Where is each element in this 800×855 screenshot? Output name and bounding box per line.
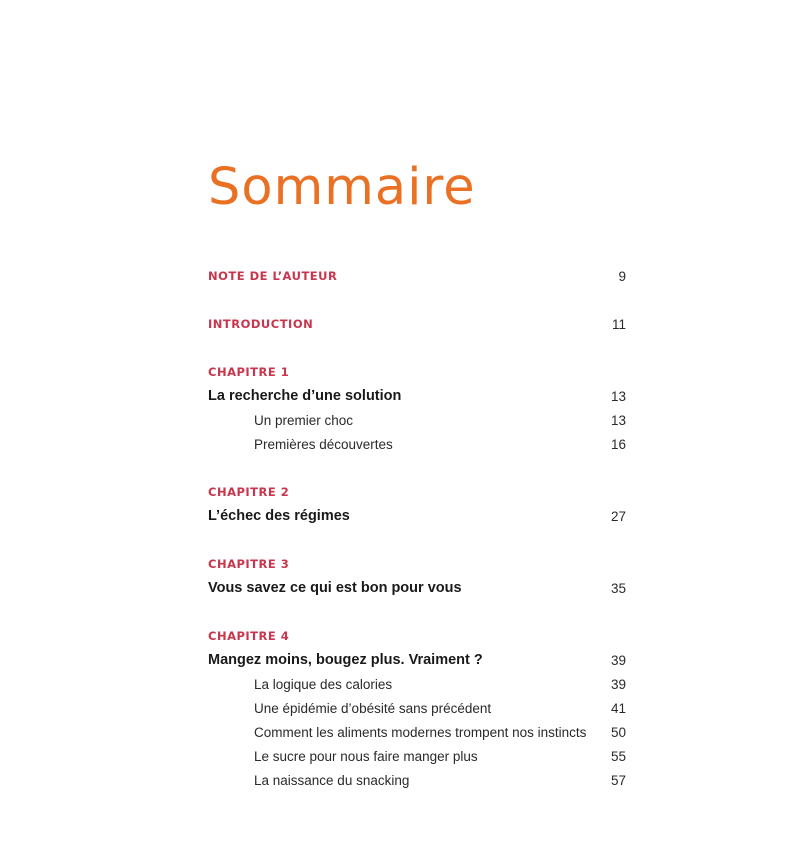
toc-page-number: 11: [611, 316, 626, 332]
section-title: Une épidémie d’obésité sans précédent: [254, 700, 492, 716]
toc-page-number: 27: [610, 508, 626, 524]
page-title: Sommaire: [208, 158, 476, 217]
toc-section-item[interactable]: [208, 696, 626, 720]
toc-entry-chapter-1[interactable]: [208, 384, 626, 408]
toc-page-number: 57: [610, 772, 626, 788]
toc-page-number: 35: [610, 580, 626, 596]
chapter-number: CHAPITRE 4: [208, 629, 290, 643]
chapter-title: Vous savez ce qui est bon pour vous: [208, 580, 462, 596]
toc-heading-label: NOTE DE L’AUTEUR: [208, 269, 338, 283]
section-title: Comment les aliments modernes trompent nos instincts: [254, 724, 587, 740]
section-title: La logique des calories: [254, 676, 393, 692]
toc-page-number: 39: [610, 652, 626, 668]
toc-entry-note[interactable]: [208, 264, 626, 288]
toc-section-item[interactable]: [208, 408, 626, 432]
section-title: Un premier choc: [254, 412, 354, 428]
chapter-2-label: [208, 480, 626, 504]
section-title: Premières découvertes: [254, 436, 393, 452]
toc-section-item[interactable]: [208, 432, 626, 456]
chapter-3-label: [208, 552, 626, 576]
section-title: La naissance du snacking: [254, 772, 410, 788]
toc-entry-chapter-3[interactable]: [208, 576, 626, 600]
chapter-number: CHAPITRE 1: [208, 365, 290, 379]
toc-page-number: 9: [618, 268, 626, 284]
chapter-title: Mangez moins, bougez plus. Vraiment ?: [208, 652, 483, 668]
toc-section-item[interactable]: [208, 672, 626, 696]
toc-page-number: 41: [610, 700, 626, 716]
toc-page-number: 13: [610, 388, 626, 404]
toc-heading-label: INTRODUCTION: [208, 317, 314, 331]
chapter-4-label: [208, 624, 626, 648]
chapter-number: CHAPITRE 2: [208, 485, 290, 499]
toc-page-number: 50: [610, 724, 626, 740]
toc-page-number: 55: [610, 748, 626, 764]
toc-entry-introduction[interactable]: [208, 312, 626, 336]
toc-section-item[interactable]: [208, 744, 626, 768]
toc-page-number: 16: [610, 436, 626, 452]
toc-entry-chapter-4[interactable]: [208, 648, 626, 672]
toc-page-number: 13: [610, 412, 626, 428]
chapter-1-label: [208, 360, 626, 384]
toc-page-number: 39: [610, 676, 626, 692]
toc-entry-chapter-2[interactable]: [208, 504, 626, 528]
chapter-title: La recherche d’une solution: [208, 388, 402, 404]
toc-section-item[interactable]: [208, 720, 626, 744]
toc-section-item[interactable]: [208, 768, 626, 792]
chapter-number: CHAPITRE 3: [208, 557, 290, 571]
table-of-contents: [208, 0, 626, 855]
chapter-title: L’échec des régimes: [208, 508, 350, 524]
section-title: Le sucre pour nous faire manger plus: [254, 748, 478, 764]
